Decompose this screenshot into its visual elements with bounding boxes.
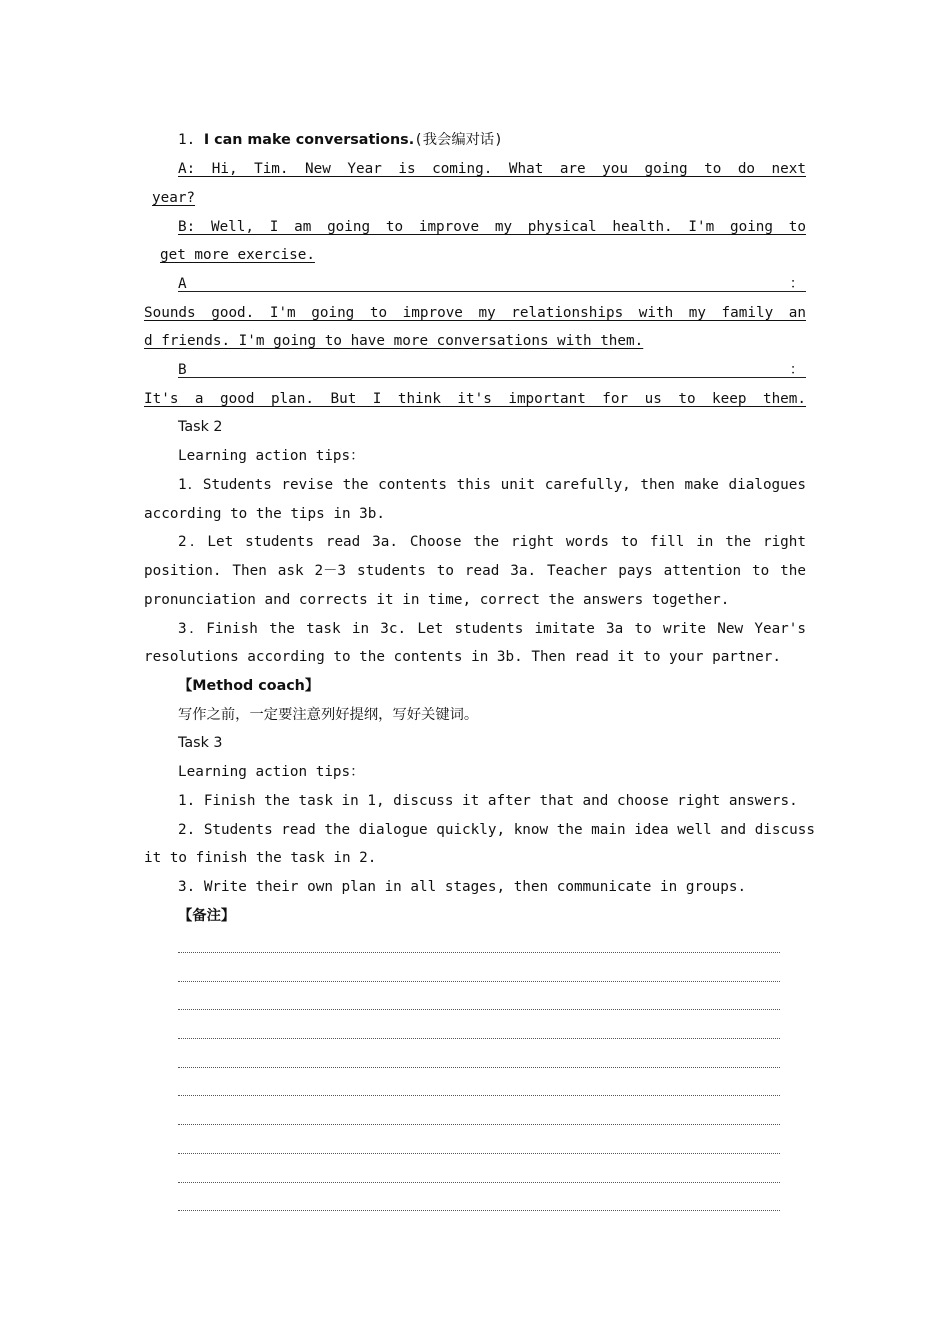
task3-tip-2: 2. Students read the dialogue quickly, know the main idea well and discuss: [178, 822, 815, 838]
task2-tip-3-cont: resolutions according to the contents in 3b. Then read it to your partner.: [144, 649, 781, 665]
heading-text: I can make conversations.: [203, 132, 415, 148]
note-line[interactable]: [178, 1210, 780, 1239]
notes-lines: [178, 952, 780, 1239]
task3-tip-2-cont: it to finish the task in 2.: [144, 850, 377, 866]
note-line[interactable]: [178, 1095, 780, 1124]
dialogue-line: year?: [152, 190, 196, 206]
speaker-colon: ：: [789, 362, 804, 378]
task2-tip-2: 2．Let students read 3a. Choose the right words to fill in the right: [178, 534, 806, 550]
method-coach-text: 写作之前，一定要注意列好提纲，写好关键词。: [178, 707, 479, 723]
note-line[interactable]: [178, 1124, 780, 1153]
task3-title: Task 3: [178, 735, 223, 751]
task2-title: Task 2: [178, 419, 223, 435]
section-heading: [178, 129, 806, 151]
note-line[interactable]: [178, 981, 780, 1010]
speaker-letter: A: [178, 276, 187, 292]
task2-tip-1: 1．Students revise the contents this unit carefully, then make dialogues: [178, 477, 806, 493]
heading-chinese: (我会编对话): [414, 132, 503, 148]
task3-tip-1: 1. Finish the task in 1, discuss it after that and choose right answers.: [178, 793, 798, 809]
note-line[interactable]: [178, 1009, 780, 1038]
method-coach-title: 【Method coach】: [178, 678, 320, 694]
task2-tip-3: 3．Finish the task in 3c. Let students imitate 3a to write New Year's: [178, 621, 806, 637]
task3-tips-label: Learning action tips：: [178, 764, 365, 780]
dialogue-line: A: Hi, Tim. New Year is coming. What are you going to do next: [178, 161, 806, 177]
task2-tip-1-cont: according to the tips in 3b.: [144, 506, 386, 522]
note-line[interactable]: [178, 1067, 780, 1096]
note-line[interactable]: [178, 1182, 780, 1211]
speaker-letter: B: [178, 362, 187, 378]
underline-rule: [178, 377, 806, 378]
heading-number: 1.: [178, 132, 204, 148]
dialogue-line: d friends. I'm going to have more conversations with them.: [144, 333, 644, 349]
note-line[interactable]: [178, 1038, 780, 1067]
dialogue-line: get more exercise.: [160, 247, 315, 263]
speaker-b-blank: [144, 359, 806, 381]
task2-tips-label: Learning action tips：: [178, 448, 365, 464]
task2-tip-2-cont: position. Then ask 2－3 students to read 3a. Teacher pays attention to the: [144, 563, 806, 579]
task2-tip-2-cont: pronunciation and corrects it in time, correct the answers together.: [144, 592, 730, 608]
note-line[interactable]: [178, 952, 780, 981]
notes-title: 【备注】: [178, 908, 236, 924]
underline-rule: [178, 291, 806, 292]
speaker-a-blank: [144, 273, 806, 295]
task3-tip-3: 3. Write their own plan in all stages, then communicate in groups.: [178, 879, 747, 895]
dialogue-line: B: Well, I am going to improve my physical health. I'm going to: [178, 219, 806, 235]
dialogue-line: It's a good plan. But I think it's important for us to keep them.: [144, 391, 806, 407]
speaker-colon: ：: [789, 276, 804, 292]
note-line[interactable]: [178, 1153, 780, 1182]
dialogue-line: Sounds good. I'm going to improve my relationships with my family an: [144, 305, 806, 321]
